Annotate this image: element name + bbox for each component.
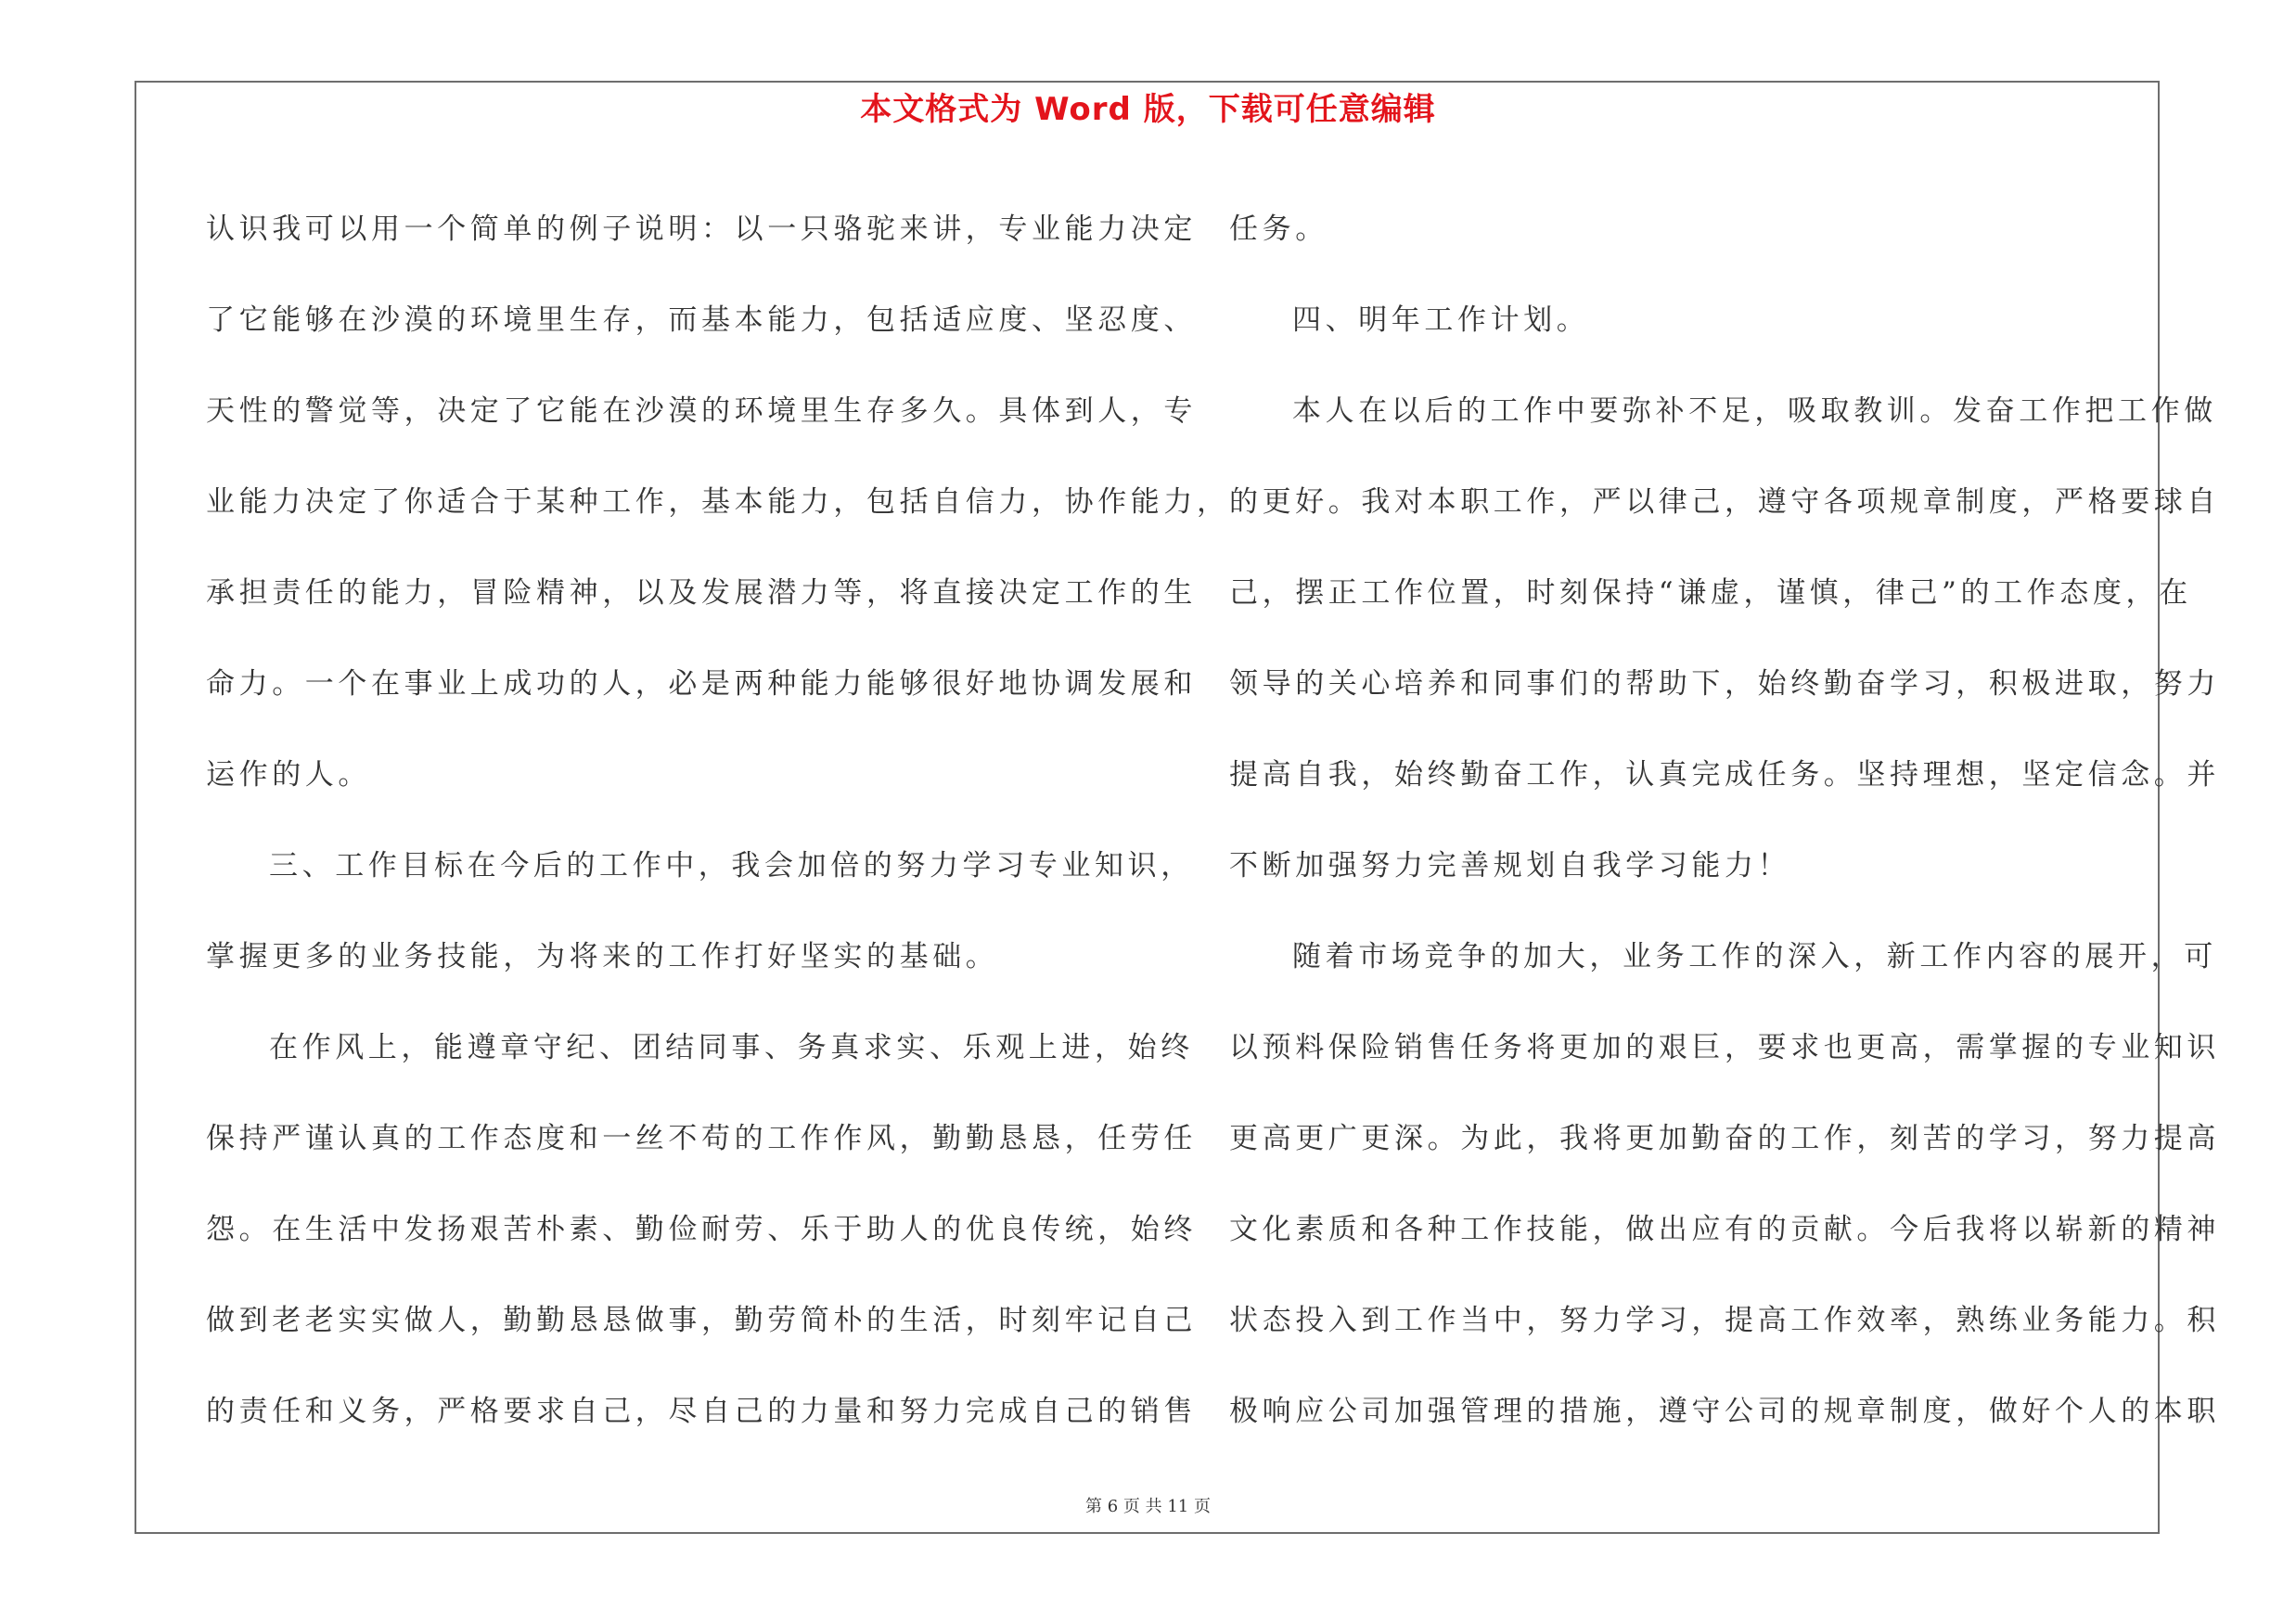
paragraph-line: 保持严谨认真的工作态度和一丝不苟的工作作风，勤勤恳恳，任劳任 bbox=[206, 1122, 1197, 1155]
paragraph-line: 做到老老实实做人，勤勤恳恳做事，勤劳简朴的生活，时刻牢记自己 bbox=[206, 1304, 1197, 1337]
paragraph-line: 提高自我，始终勤奋工作，认真完成任务。坚持理想，坚定信念。并 bbox=[1229, 758, 2220, 792]
paragraph-line: 不断加强努力完善规划自我学习能力！ bbox=[1229, 849, 1791, 882]
paragraph-line: 业能力决定了你适合于某种工作，基本能力，包括自信力，协作能力， bbox=[206, 485, 1230, 519]
paragraph-line: 在作风上，能遵章守纪、团结同事、务真求实、乐观上进，始终 bbox=[269, 1031, 1194, 1064]
section-heading-line: 四、明年工作计划。 bbox=[1292, 303, 1590, 337]
right-text-column bbox=[1229, 184, 2220, 1457]
paragraph-line: 的更好。我对本职工作，严以律己，遵守各项规章制度，严格要球自 bbox=[1229, 485, 2220, 519]
paragraph-line: 己，摆正工作位置，时刻保持“谦虚，谨慎，律己”的工作态度，在 bbox=[1229, 576, 2192, 610]
paragraph-line: 天性的警觉等，决定了它能在沙漠的环境里生存多久。具体到人，专 bbox=[206, 394, 1197, 428]
paragraph-line: 状态投入到工作当中，努力学习，提高工作效率，熟练业务能力。积 bbox=[1229, 1304, 2220, 1337]
paragraph-line: 本人在以后的工作中要弥补不足，吸取教训。发奋工作把工作做 bbox=[1292, 394, 2217, 428]
paragraph-line: 命力。一个在事业上成功的人，必是两种能力能够很好地协调发展和 bbox=[206, 667, 1197, 701]
paragraph-line: 了它能够在沙漠的环境里生存，而基本能力，包括适应度、坚忍度、 bbox=[206, 303, 1197, 337]
paragraph-line: 极响应公司加强管理的措施，遵守公司的规章制度，做好个人的本职 bbox=[1229, 1395, 2220, 1428]
paragraph-line: 承担责任的能力，冒险精神，以及发展潜力等，将直接决定工作的生 bbox=[206, 576, 1197, 610]
paragraph-line: 更高更广更深。为此，我将更加勤奋的工作，刻苦的学习，努力提高 bbox=[1229, 1122, 2220, 1155]
paragraph-line: 运作的人。 bbox=[206, 758, 371, 792]
paragraph-line: 以预料保险销售任务将更加的艰巨，要求也更高，需掌握的专业知识 bbox=[1229, 1031, 2220, 1064]
paragraph-line: 任务。 bbox=[1229, 213, 1328, 246]
paragraph-line: 随着市场竞争的加大，业务工作的深入，新工作内容的展开，可 bbox=[1292, 940, 2217, 973]
paragraph-line: 领导的关心培养和同事们的帮助下，始终勤奋学习，积极进取，努力 bbox=[1229, 667, 2220, 701]
left-text-column bbox=[206, 184, 1230, 1457]
paragraph-line: 怨。在生活中发扬艰苦朴素、勤俭耐劳、乐于助人的优良传统，始终 bbox=[206, 1213, 1197, 1246]
document-header-notice: 本文格式为 Word 版，下载可任意编辑 bbox=[860, 91, 1436, 128]
paragraph-line: 文化素质和各种工作技能，做出应有的贡献。今后我将以崭新的精神 bbox=[1229, 1213, 2220, 1246]
paragraph-line: 认识我可以用一个简单的例子说明：以一只骆驼来讲，专业能力决定 bbox=[206, 213, 1197, 246]
paragraph-line: 掌握更多的业务技能，为将来的工作打好坚实的基础。 bbox=[206, 940, 999, 973]
paragraph-line: 的责任和义务，严格要求自己，尽自己的力量和努力完成自己的销售 bbox=[206, 1395, 1197, 1428]
page-number-footer: 第 6 页 共 11 页 bbox=[1085, 1497, 1211, 1516]
section-heading-line: 三、工作目标在今后的工作中，我会加倍的努力学习专业知识， bbox=[269, 849, 1194, 882]
